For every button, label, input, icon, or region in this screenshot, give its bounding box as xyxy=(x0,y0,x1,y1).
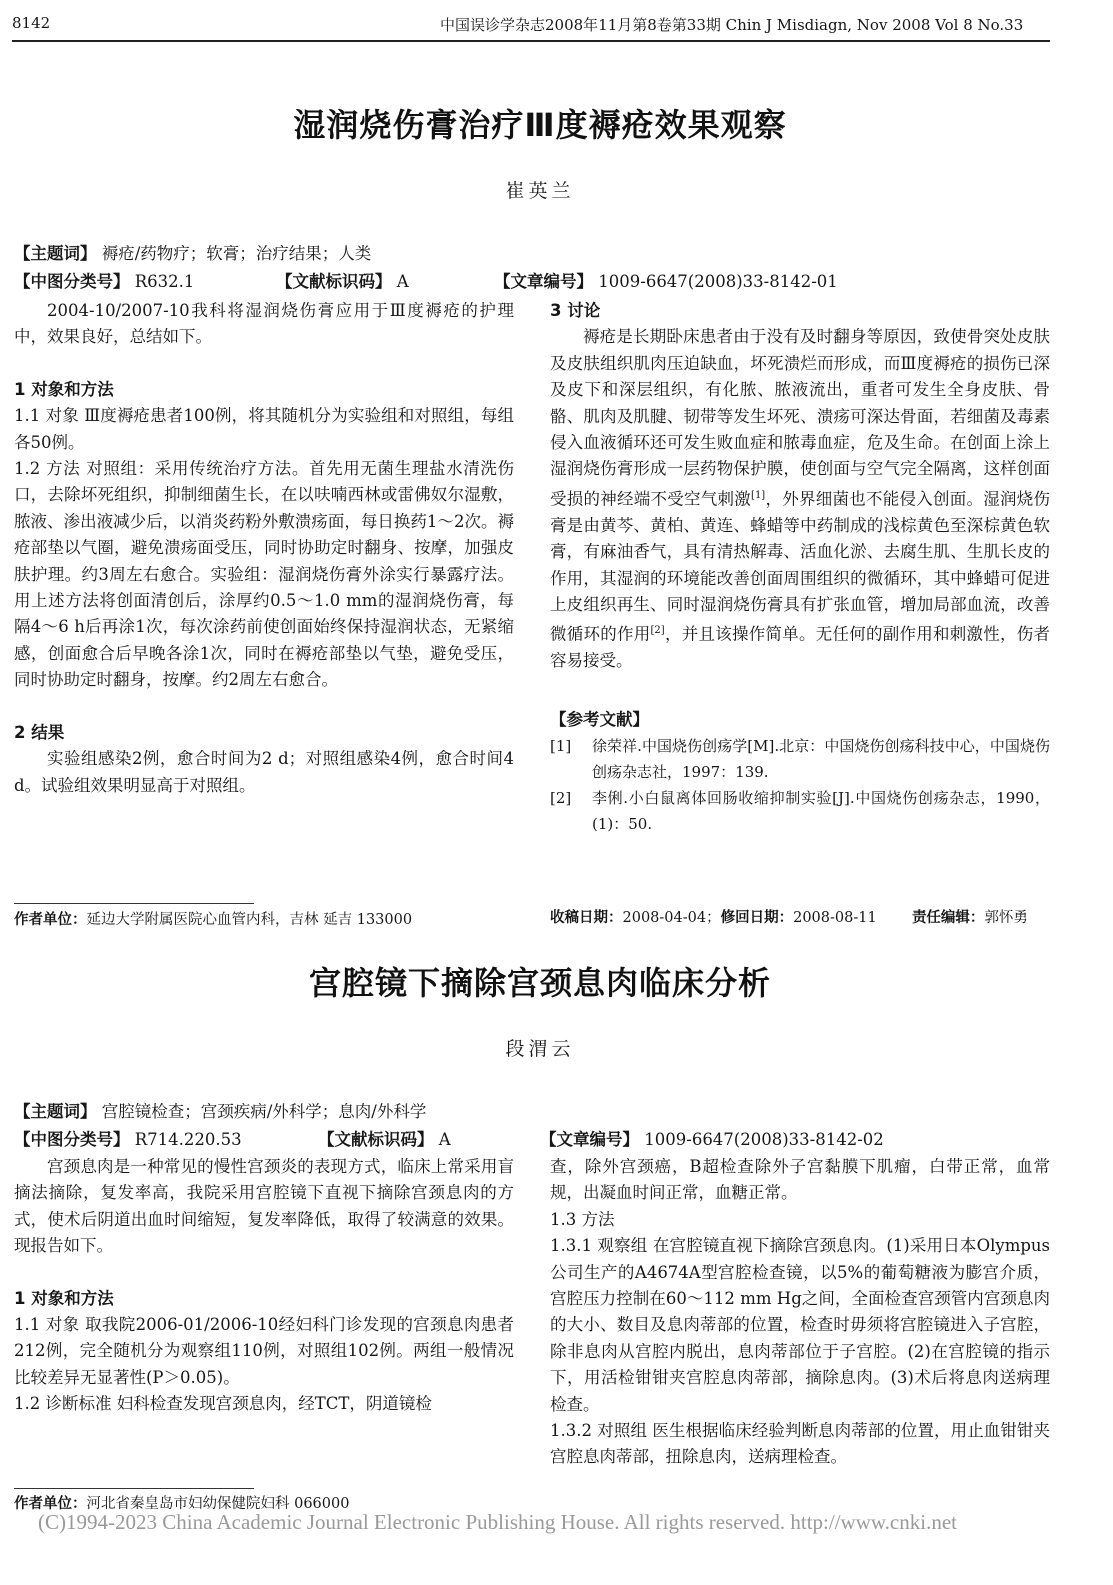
article2-section1-title: 1 对象和方法 xyxy=(14,1288,114,1308)
references-title: 【参考文献】 xyxy=(550,709,649,729)
footnote-rule xyxy=(14,903,254,904)
keywords-label: 【主题词】 xyxy=(14,244,97,263)
reference-item: [1] 徐荣祥.中国烧伤创疡学[M].北京：中国烧伤创疡科技中心，中国烧伤创疡杂志社，1997：139. xyxy=(550,737,1050,782)
article2-doc-code xyxy=(318,1126,451,1150)
article-id-value: 1009-6647(2008)33-8142-01 xyxy=(598,272,838,291)
article1-dates: 收稿日期：2008-04-04；修回日期：2008-08-11 责任编辑：郭怀勇 xyxy=(550,910,1028,926)
keywords-value: 褥疮/药物疗；软膏；治疗结果；人类 xyxy=(101,244,372,263)
article1-clc xyxy=(14,268,194,292)
article1-left-column xyxy=(14,298,514,799)
doc-code-value: A xyxy=(396,272,409,291)
article2-author: 段渭云 xyxy=(505,1038,575,1060)
article1-section3-title: 3 讨论 xyxy=(550,301,601,320)
citation-2: [2] xyxy=(650,625,665,637)
article1-section2-text: 实验组感染2例，愈合时间为2 d；对照组感染4例，愈合时间4 d。试验组效果明显高于对照组。 xyxy=(14,749,514,795)
doc-code-value: A xyxy=(438,1130,451,1149)
article-id-value: 1009-6647(2008)33-8142-02 xyxy=(644,1130,884,1149)
article2-section1-3-1: 1.3.1 观察组 在宫腔镜直视下摘除宫颈息肉。(1)采用日本Olympus公司生产的A4674A型宫腔检查镜，以5%的葡萄糖液为膨宫介质，宫腔压力控制在60～112 mm Hg之间，全面检查宫颈管内宫颈息肉的大小、数目及息肉蒂部的位置，检查时毋须将宫腔镜进入子宫腔，除非息肉从宫腔内脱出，息肉蒂部位于子宫腔。(2)在宫腔镜的指示下，用活检钳钳夹宫腔息肉蒂部，摘除息肉。(3)术后将息肉送病理检查。 xyxy=(550,1236,1050,1414)
article1-section2-title: 2 结果 xyxy=(14,722,65,742)
article1-section1-2: 1.2 方法 对照组：采用传统治疗方法。首先用无菌生理盐水清洗伤口，去除坏死组织，抑制细菌生长，在以呋喃西林或雷佛奴尔湿敷，脓液、渗出液减少后，以消炎药粉外敷溃疡面，每日换药1～2次。褥疮部垫以气圈，避免溃疡面受压，同时协助定时翻身、按摩，加强皮肤护理。约3周左右愈合。实验组：湿润烧伤膏外涂实行暴露疗法。用上述方法将创面清创后，涂厚约0.5～1.0 mm的湿润烧伤膏，每隔4～6 h后再涂1次，每次涂药前使创面始终保持湿润状态，无紧缩感，创面愈合后早晚各涂1次，同时在褥疮部垫以气垫，避免受压，同时协助定时翻身，按摩。约2周左右愈合。 xyxy=(14,459,514,690)
clc-value: R714.220.53 xyxy=(134,1130,242,1149)
article1-id xyxy=(494,268,838,292)
doc-code-label: 【文献标识码】 xyxy=(318,1130,434,1149)
article1-section1-title: 1 对象和方法 xyxy=(14,379,114,399)
article2-clc xyxy=(14,1126,242,1150)
footnote-rule xyxy=(14,1488,254,1489)
editor-name: 郭怀勇 xyxy=(984,910,1028,926)
page-number: 8142 xyxy=(12,14,51,32)
article2-right-column xyxy=(550,1154,1050,1471)
running-header: 中国误诊学杂志2008年11月第8卷第33期 Chin J Misdiagn, Nov 2008 Vol 8 No.33 xyxy=(440,16,1024,34)
keywords-value: 宫腔镜检查；宫颈疾病/外科学；息肉/外科学 xyxy=(101,1102,427,1121)
article1-doc-code xyxy=(276,268,409,292)
article2-section1-3-2: 1.3.2 对照组 医生根据临床经验判断息肉蒂部的位置，用止血钳钳夹宫腔息肉蒂部，扭除息肉，送病理检查。 xyxy=(550,1421,1050,1467)
article2-id xyxy=(540,1126,884,1150)
article2-section1-2-cont: 查，除外宫颈癌，B超检查除外子宫黏膜下肌瘤，白带正常，血常规，出凝血时间正常，血糖正常。 xyxy=(550,1157,1050,1203)
article2-intro: 宫颈息肉是一种常见的慢性宫颈炎的表现方式，临床上常采用盲摘法摘除，复发率高，我院采用宫腔镜下直视下摘除宫颈息肉的方式，使术后阴道出血时间缩短，复发率降低，取得了较满意的效果。现报告如下。 xyxy=(14,1157,514,1256)
article1-right-column xyxy=(550,298,1050,837)
article2-section1-3-title: 1.3 方法 xyxy=(550,1209,615,1229)
copyright-notice: (C)1994-2023 China Academic Journal Electronic Publishing House. All rights reserved. http://www.cnki.net xyxy=(38,1510,957,1534)
article2-title: 宫腔镜下摘除宫颈息肉临床分析 xyxy=(308,964,771,1002)
clc-label: 【中图分类号】 xyxy=(14,272,130,291)
article-id-label: 【文章编号】 xyxy=(540,1130,639,1149)
clc-label: 【中图分类号】 xyxy=(14,1130,130,1149)
article-id-label: 【文章编号】 xyxy=(494,272,593,291)
article2-section1-2: 1.2 诊断标准 妇科检查发现宫颈息肉，经TCT，阴道镜检 xyxy=(14,1394,432,1414)
keywords-label: 【主题词】 xyxy=(14,1102,97,1121)
header-rule xyxy=(12,40,1050,42)
article1-title: 湿润烧伤膏治疗Ⅲ度褥疮效果观察 xyxy=(293,106,787,144)
article1-keywords xyxy=(14,240,371,264)
reference-item: [2] 李俐.小白鼠离体回肠收缩抑制实验[J].中国烧伤创疡杂志，1990，(1)：50. xyxy=(550,789,1050,834)
citation-1: [1] xyxy=(751,489,766,501)
article2-section1-1: 1.1 对象 取我院2006-01/2006-10经妇科门诊发现的宫颈息肉患者212例，完全随机分为观察组110例，对照组102例。两组一般情况比较差异无显著性(P＞0.05)。 xyxy=(14,1315,514,1387)
article1-author: 崔英兰 xyxy=(505,180,575,202)
clc-value: R632.1 xyxy=(134,272,195,291)
doc-code-label: 【文献标识码】 xyxy=(276,272,392,291)
article2-keywords xyxy=(14,1098,426,1122)
article1-affiliation: 作者单位：延边大学附属医院心血管内科，吉林 延吉 133000 xyxy=(14,912,413,928)
article2-affiliation: 作者单位：河北省秦皇岛市妇幼保健院妇科 066000 xyxy=(14,1496,350,1512)
article1-discussion: 褥疮是长期卧床患者由于没有及时翻身等原因，致使骨突处皮肤及皮肤组织肌肉压迫缺血，坏死溃烂而形成，而Ⅲ度褥疮的损伤已深及皮下和深层组织，有化脓、脓液流出，重者可发生全身皮肤、骨骼、肌肉及肌腱、韧带等发生坏死、溃疡可深达骨面，若细菌及毒素侵入血液循环还可发生败血症和脓毒血症，危及生命。在创面上涂上湿润烧伤膏形成一层药物保护膜，使创面与空气完全隔离，这样创面受损的神经端不受空气刺激[1]，外界细菌也不能侵入创面。湿润烧伤膏是由黄芩、黄柏、黄连、蜂蜡等中药制成的浅棕黄色至深棕黄色软膏，有麻油香气，具有清热解毒、活血化淤、去腐生肌、生肌长皮的作用，其湿润的环境能改善创面周围组织的微循环，其中蜂蜡可促进上皮组织再生、同时湿润烧伤膏具有扩张血管，增加局部血流，改善微循环的作用[2]，并且该操作简单。无任何的副作用和刺激性，伤者容易接受。 xyxy=(550,327,1051,671)
article1-intro: 2004-10/2007-10我科将湿润烧伤膏应用于Ⅲ度褥疮的护理中，效果良好，总结如下。 xyxy=(14,301,514,347)
article1-section1-1: 1.1 对象 Ⅲ度褥疮患者100例，将其随机分为实验组和对照组，每组各50例。 xyxy=(14,406,514,452)
article2-left-column xyxy=(14,1154,514,1418)
